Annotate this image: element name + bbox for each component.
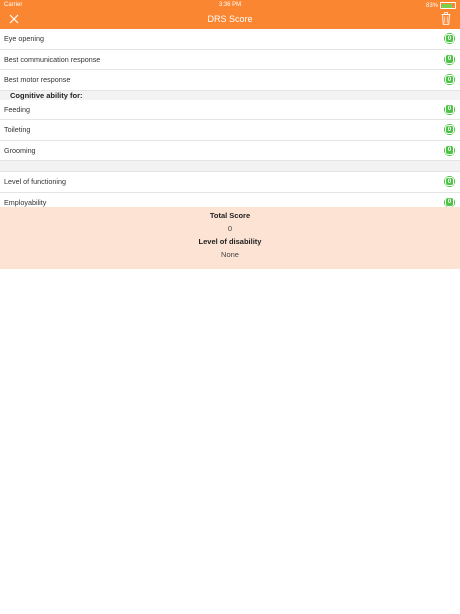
score-badge[interactable] (444, 54, 455, 65)
row-label: Eye opening (4, 34, 44, 43)
score-value: 0 (445, 197, 454, 207)
score-value: 0 (445, 34, 454, 44)
row-label: Feeding (4, 104, 30, 114)
score-value: 0 (445, 177, 454, 187)
row-label: Grooming (4, 145, 36, 155)
row-best-motor-response[interactable] (0, 70, 460, 91)
trash-icon[interactable] (441, 12, 451, 25)
disability-level-value: None (221, 250, 239, 259)
score-value: 0 (445, 75, 454, 85)
score-badge[interactable] (444, 74, 455, 85)
disability-level-label: Level of disability (198, 237, 262, 246)
score-badge[interactable] (444, 104, 455, 115)
battery-icon (440, 2, 456, 9)
total-score-value: 0 (227, 224, 233, 233)
row-label: Best motor response (4, 75, 71, 84)
row-toileting[interactable] (0, 120, 460, 141)
section-header-label: Cognitive ability for: (10, 90, 83, 100)
row-label: Employability (4, 197, 47, 207)
row-label: Best communication response (4, 54, 101, 64)
score-value: 0 (445, 145, 454, 155)
status-bar (0, 0, 460, 10)
row-label: Toileting (4, 125, 31, 134)
row-level-of-functioning[interactable] (0, 172, 460, 193)
row-feeding[interactable] (0, 100, 460, 121)
score-value: 0 (445, 104, 454, 114)
score-badge[interactable] (444, 124, 455, 135)
row-label: Level of functioning (4, 177, 66, 186)
score-badge[interactable] (444, 33, 455, 44)
nav-bar (0, 10, 460, 29)
score-value: 0 (445, 54, 454, 64)
score-value: 0 (445, 125, 454, 135)
row-eye-opening[interactable] (0, 29, 460, 50)
score-badge[interactable] (444, 145, 455, 156)
row-best-communication-response[interactable] (0, 50, 460, 71)
section-divider (0, 161, 460, 172)
score-list (0, 29, 460, 213)
top-bar (0, 0, 460, 29)
total-score-panel (0, 207, 460, 269)
cognitive-section-header (0, 91, 460, 100)
battery-percent: 83% (425, 2, 438, 9)
row-grooming[interactable] (0, 141, 460, 162)
carrier-label: Carrier (4, 2, 23, 8)
score-badge[interactable] (444, 176, 455, 187)
battery-status (426, 2, 456, 9)
total-score-label: Total Score (209, 211, 251, 220)
status-time: 3:36 PM (218, 2, 242, 8)
page-title: DRS Score (207, 14, 253, 24)
score-badge[interactable] (444, 197, 455, 208)
